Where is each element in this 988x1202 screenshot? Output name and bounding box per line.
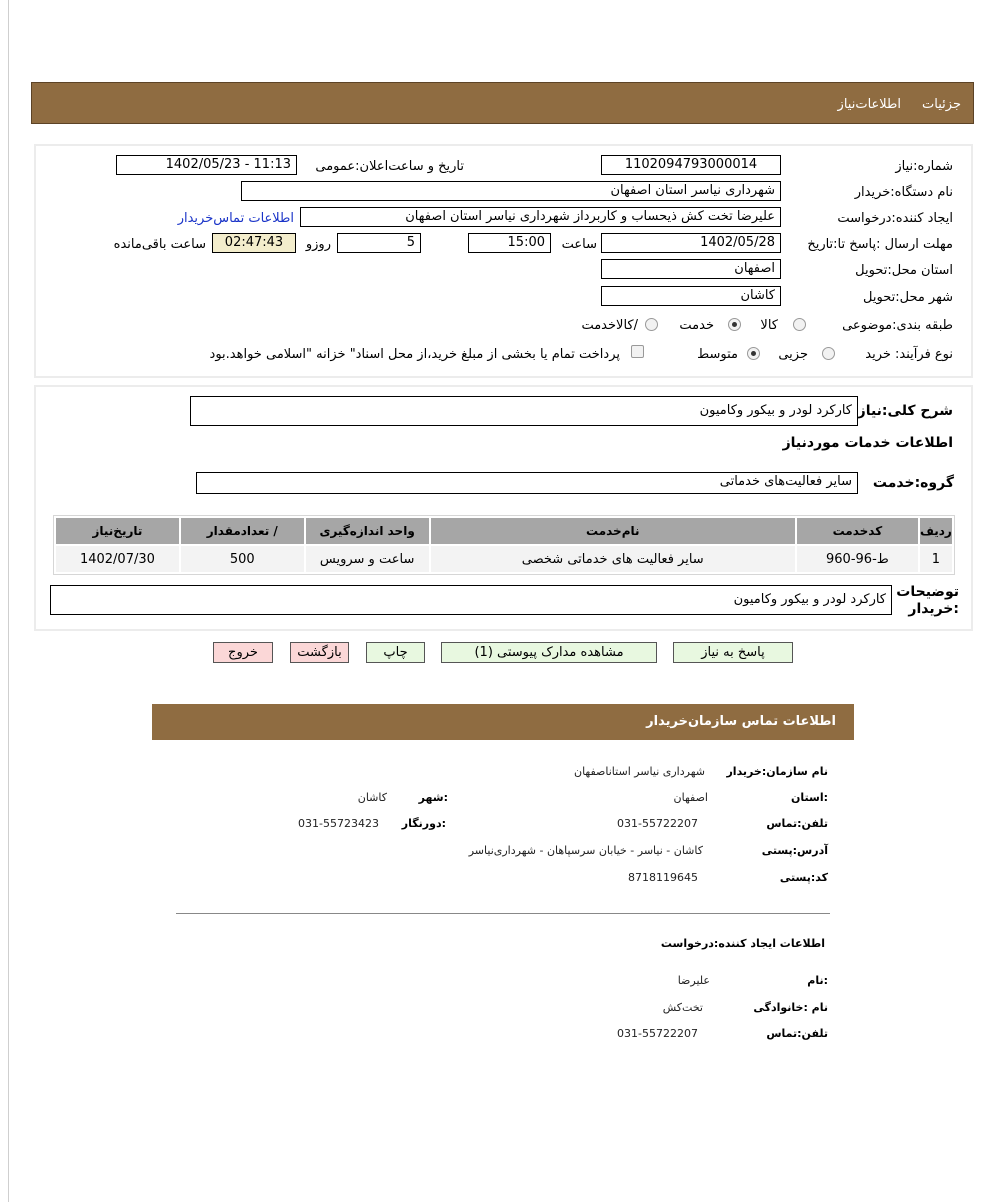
province-field: اصفهان [601,259,781,279]
page-header [31,82,974,124]
cell-row: 1 [920,546,952,572]
time-label: ساعت [561,237,597,252]
creator-last-name-label: نام :خانوادگی [753,1001,828,1014]
remaining-label: ساعت باقی‌مانده [113,237,206,252]
section-divider [176,913,830,914]
contact-city-value: کاشان [357,791,387,804]
process-medium-radio[interactable] [747,347,760,360]
col-name: نام‌خدمت [431,518,795,544]
contact-address-value: کاشان - نیاسر - خیابان سرسپاهان - شهرداری‌نیاسر [468,844,703,857]
buyer-org-label: نام دستگاه:خریدار [854,185,953,200]
payment-note: پرداخت تمام یا بخشی از مبلغ خرید،از محل اسناد" خزانه "اسلامی خواهد.بود [209,347,620,362]
creator-field: علیرضا تخت کش ذیحساب و کاربرداز شهرداری نیاسر استان اصفهان [300,207,781,227]
category-goods-radio[interactable] [793,318,806,331]
creator-first-name-value: علیرضا [677,974,710,987]
services-table [53,515,955,575]
remaining-time-field: 02:47:43 [212,233,296,253]
buyer-contact-link[interactable]: اطلاعات تماس‌خریدار [177,211,294,226]
announce-field: 1402/05/23 - 11:13 [116,155,297,175]
days-field: 5 [337,233,421,253]
print-button[interactable]: چاپ [366,642,425,663]
contact-address-label: آدرس:پستی [761,844,828,857]
category-service-radio[interactable] [728,318,741,331]
page-left-border [8,0,9,1202]
creator-first-name-label: :نام [807,974,828,987]
need-info-panel [34,144,973,378]
deadline-date-field: 1402/05/28 [601,233,781,253]
deadline-label: مهلت ارسال :پاسخ تا:تاریخ [807,237,953,252]
reply-button[interactable]: پاسخ به نیاز [673,642,793,663]
contact-province-value: اصفهان [673,791,708,804]
contact-title: اطلاعات تماس سازمان‌خریدار [646,714,836,729]
cell-qty: 500 [181,546,304,572]
process-label: نوع فرآیند: خرید [865,347,953,362]
need-number-label: شماره:نیاز [895,159,953,174]
need-number-field: 1102094793000014 [601,155,781,175]
creator-phone-value: 031-55722207 [617,1027,698,1040]
cell-code: ط-96-960 [797,546,918,572]
col-code: کدخدمت [797,518,918,544]
org-name-value: شهرداری نیاسر استاناصفهان [573,765,705,778]
province-label: استان محل:تحویل [855,263,953,278]
contact-postal-value: 8718119645 [628,871,698,884]
creator-label: ایجاد کننده:درخواست [837,211,953,226]
category-goods-service-radio[interactable] [645,318,658,331]
contact-phone-value: 031-55722207 [617,817,698,830]
col-unit: واحد اندازه‌گیری [306,518,429,544]
payment-checkbox[interactable] [631,345,644,358]
contact-fax-label: :دورنگار [401,817,446,830]
contact-province-label: :استان [791,791,828,804]
back-button[interactable]: بازگشت [290,642,349,663]
contact-phone-label: تلفن:تماس [766,817,828,830]
org-name-label: نام سازمان:خریدار [726,765,828,778]
view-docs-button[interactable]: مشاهده مدارک پیوستی (1) [441,642,657,663]
col-date: تاریخ‌نیاز [56,518,179,544]
days-label: روزو [305,237,331,252]
creator-info-title: اطلاعات ایجاد کننده:درخواست [660,937,825,950]
city-label: شهر محل:تحویل [863,290,953,305]
group-field: سایر فعالیت‌های خدماتی [196,472,858,494]
tab-need-info[interactable]: اطلاعات‌نیاز [837,97,901,112]
contact-postal-label: کد:پستی [779,871,828,884]
process-minor-label: جزیی [778,347,808,362]
creator-last-name-value: تخت‌کش [662,1001,703,1014]
category-goods-label: کالا [760,318,778,333]
creator-phone-label: تلفن:تماس [766,1027,828,1040]
category-service-label: خدمت [679,318,714,333]
group-label: گروه:خدمت [872,475,954,491]
table-row [56,546,952,572]
announce-label: تاریخ و ساعت‌اعلان:عمومی [315,159,464,174]
contact-fax-value: 031-55723423 [298,817,379,830]
process-medium-label: متوسط [697,347,738,362]
deadline-time-field: 15:00 [468,233,551,253]
services-title: اطلاعات خدمات موردنیاز [782,435,953,451]
buyer-notes-label: توضیحات :خریدار [896,584,959,617]
city-field: کاشان [601,286,781,306]
buyer-org-field: شهرداری نیاسر استان اصفهان [241,181,781,201]
cell-name: سایر فعالیت های خدماتی شخصی [431,546,795,572]
process-minor-radio[interactable] [822,347,835,360]
category-label: طبقه بندی:موضوعی [842,318,953,333]
desc-field: کارکرد لودر و بیکور وکامیون [190,396,858,426]
category-goods-service-label: /کالاخدمت [581,318,638,333]
exit-button[interactable]: خروج [213,642,273,663]
desc-label: شرح کلی:نیاز [857,403,953,419]
contact-city-label: :شهر [418,791,448,804]
buyer-notes-field: کارکرد لودر و بیکور وکامیون [50,585,892,615]
col-row: ردیف [920,518,952,544]
cell-unit: ساعت و سرویس [306,546,429,572]
contact-header [152,704,854,740]
cell-date: 1402/07/30 [56,546,179,572]
col-qty: / تعدادمقدار [181,518,304,544]
tab-details[interactable]: جزئیات [922,97,961,112]
